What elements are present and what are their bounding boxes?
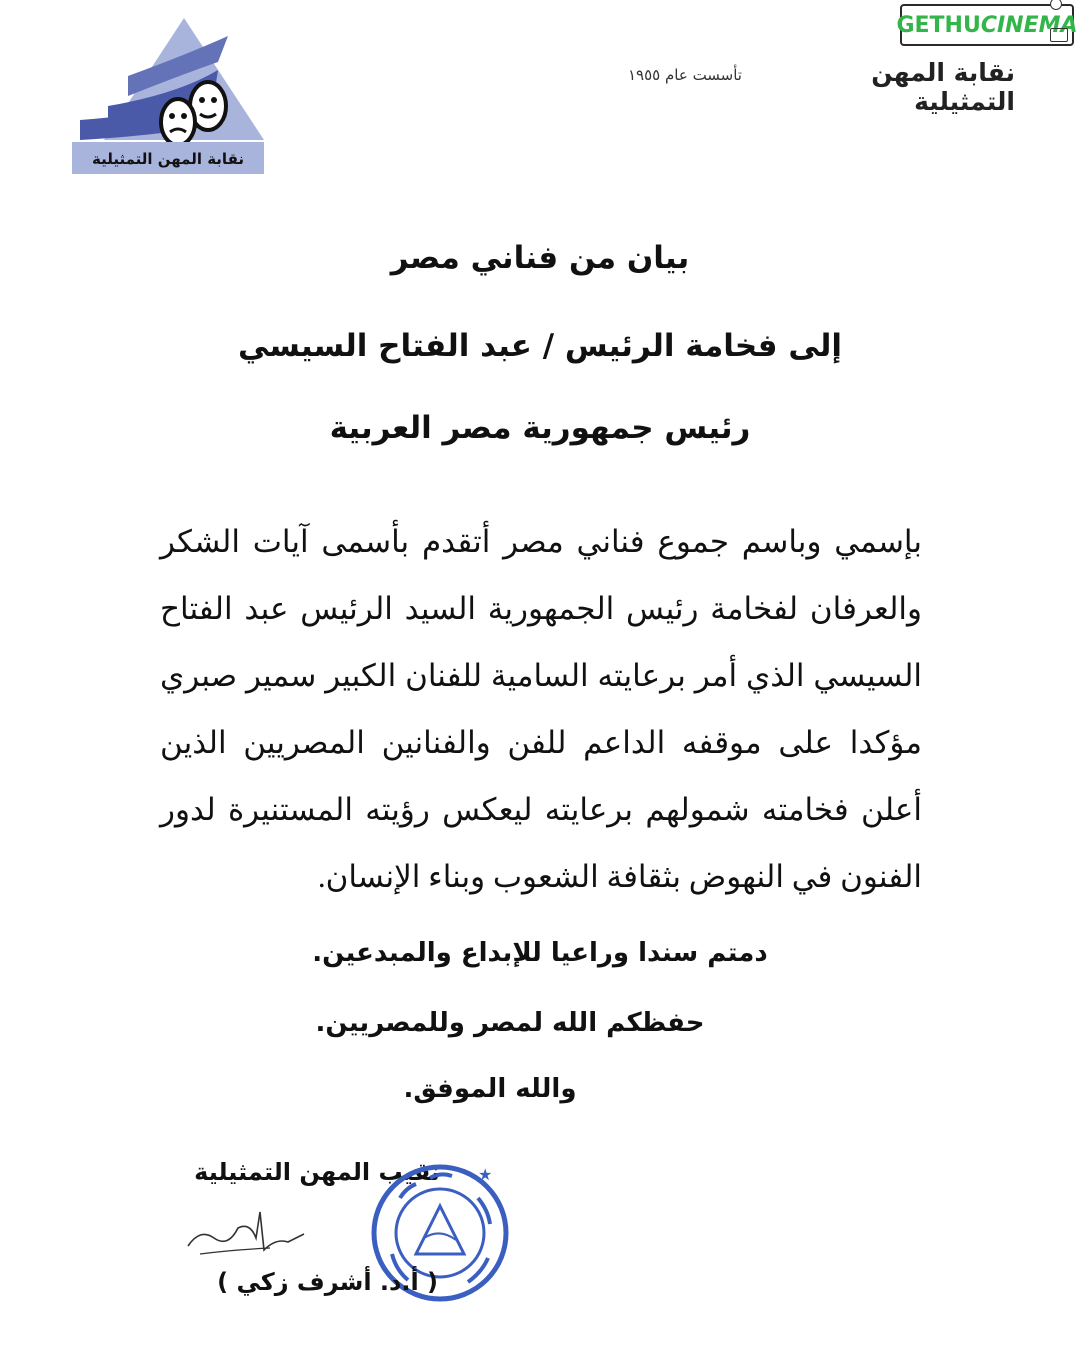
signatory-name: ( أ.د. أشرف زكي ): [217, 1268, 438, 1296]
letterhead-founded: تأسست عام ١٩٥٥: [627, 66, 742, 84]
heading-title: رئيس جمهورية مصر العربية: [329, 410, 751, 446]
closing-line-2: حفظكم الله لمصر وللمصريين.: [315, 1008, 705, 1038]
watermark-text-1: GETHU: [896, 12, 981, 38]
watermark-badge: [896, 4, 1078, 46]
body-paragraph: بإسمي وباسم جموع فناني مصر أتقدم بأسمى آيات الشكر والعرفان لفخامة رئيس الجمهورية السيد الرئيس عبد الفتاح السيسي الذي أمر برعايته السامية للفنان الكبير سمير صبري مؤكدا على موقفه الداعم للفن والفنانين المصريين الذين أعلن فخامته شمولهم برعايته ليعكس رؤيته المستنيرة لدور الفنون في النهوض بثقافة الشعوب وبناء الإنسان.: [160, 524, 922, 894]
closing-line-3: والله الموفق.: [403, 1074, 577, 1104]
letterhead-org-name: نقابة المهن التمثيلية: [871, 58, 1015, 116]
signatory-title: نقيب المهن التمثيلية: [194, 1158, 440, 1186]
closing-line-1: دمتم سندا وراعيا للإبداع والمبدعين.: [312, 938, 768, 968]
handwritten-signature: [180, 1198, 310, 1268]
camera-icon: [1050, 28, 1068, 42]
syndicate-logo: [68, 14, 268, 176]
film-reel-icon: [1050, 0, 1062, 10]
watermark-text-2: CINEMA: [980, 12, 1078, 38]
heading-statement: بيان من فناني مصر: [390, 240, 690, 276]
logo-caption: نقابة المهن التمثيلية: [91, 150, 245, 168]
heading-addressee: إلى فخامة الرئيس / عبد الفتاح السيسي: [238, 328, 842, 364]
svg-text:★: ★: [478, 1165, 493, 1184]
